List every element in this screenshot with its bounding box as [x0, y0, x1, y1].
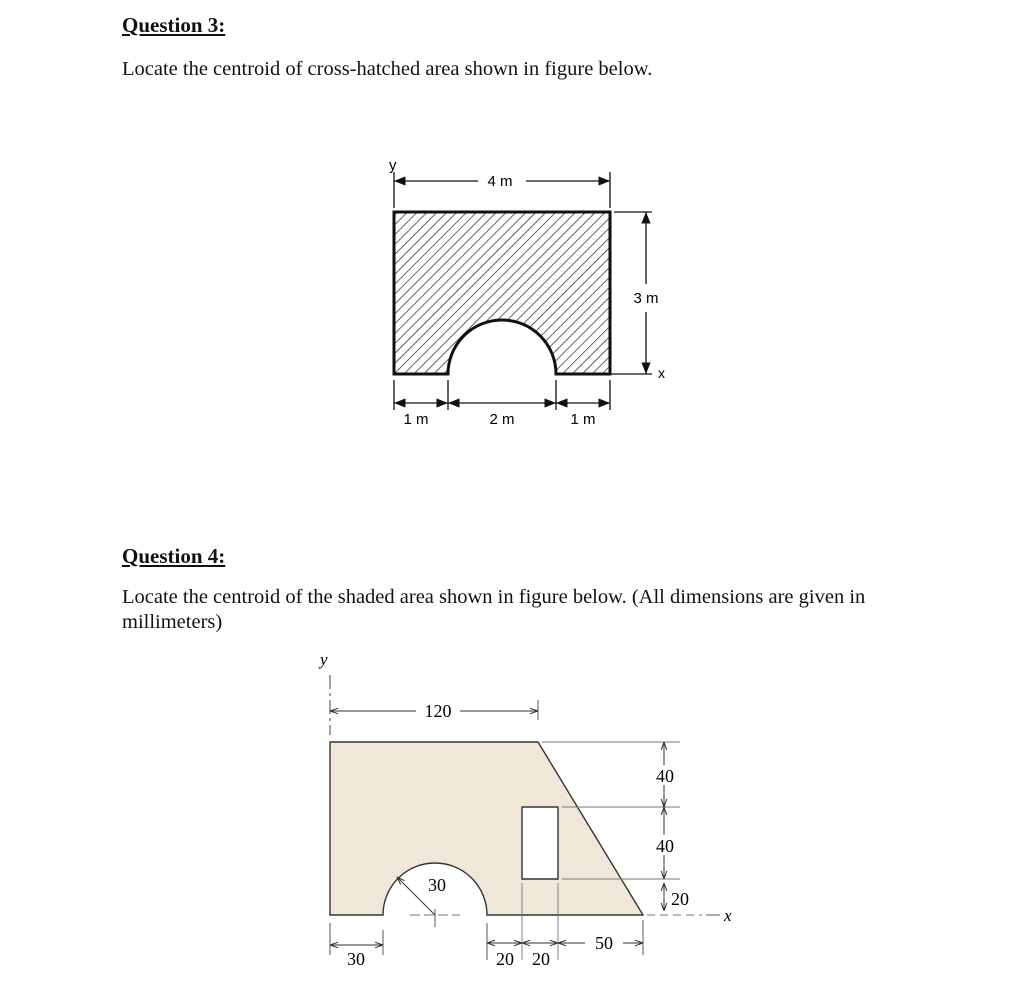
fig1-height-label: 3 m	[633, 290, 659, 307]
fig2-dim-40-lower-label: 40	[656, 836, 674, 856]
fig2-x-axis-label: x	[724, 906, 732, 925]
fig1-x-axis-label: x	[658, 365, 665, 381]
shaded-area-figure	[290, 645, 750, 975]
fig1-left-label: 1 m	[403, 411, 429, 428]
question-3-heading: Question 3:	[122, 13, 226, 37]
question-4-heading: Question 4:	[122, 544, 226, 568]
fig2-top-width-label: 120	[424, 701, 452, 721]
fig1-right-label: 1 m	[570, 411, 596, 428]
fig2-dim-30-bottom-label: 30	[347, 949, 365, 969]
question-3-text: Locate the centroid of cross-hatched area shown in figure below.	[122, 58, 653, 80]
fig2-dim-50-label: 50	[595, 933, 613, 953]
fig2-dim-40-upper-label: 40	[656, 766, 674, 786]
hatched-region	[394, 212, 610, 374]
cross-hatched-area-figure	[370, 150, 700, 440]
fig1-y-axis-label: y	[389, 157, 397, 174]
fig2-dim-20b-label: 20	[532, 949, 550, 969]
fig1-middle-label: 2 m	[489, 411, 515, 428]
shaded-region	[330, 742, 643, 915]
fig1-width-label: 4 m	[487, 173, 513, 190]
question-4-text: Locate the centroid of the shaded area shown in figure below. (All dimensions are given in millimeters)	[122, 586, 866, 633]
fig2-dim-20a-label: 20	[496, 949, 514, 969]
fig2-y-axis-label: y	[320, 650, 328, 669]
fig2-dim-20-right-label: 20	[671, 889, 689, 909]
fig2-radius-label: 30	[428, 875, 446, 895]
